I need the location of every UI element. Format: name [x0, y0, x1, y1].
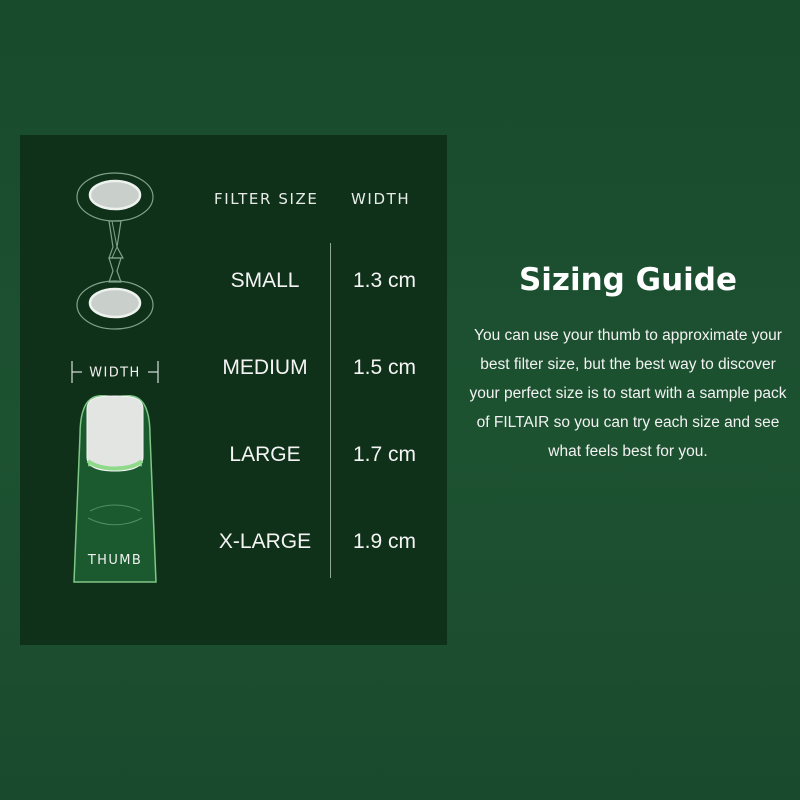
column-divider [330, 243, 331, 578]
filter-pair-icon [77, 173, 153, 329]
thumb-label: THUMB [87, 553, 143, 568]
width-label: WIDTH [89, 365, 141, 381]
filter-size-header: FILTER SIZE [214, 190, 319, 208]
width-large: 1.7 cm [353, 443, 417, 466]
size-medium: MEDIUM [222, 356, 308, 379]
width-header: WIDTH [351, 190, 411, 208]
size-large: LARGE [229, 443, 301, 466]
size-small: SMALL [230, 269, 300, 292]
filter-thumb-illustration [20, 135, 210, 645]
thumb-icon [74, 396, 156, 582]
sizing-guide-description: You can use your thumb to approximate your best filter size, but the best way to discover your perfect size is to start with a sample pack of FILTAIR so you can try each size and see what feels best for you. [469, 327, 787, 460]
width-x-large: 1.9 cm [353, 530, 417, 553]
sizing-guide-title: Sizing Guide [518, 262, 738, 298]
sizing-table-panel [20, 135, 447, 645]
size-x-large: X-LARGE [218, 530, 312, 553]
width-medium: 1.5 cm [353, 356, 417, 379]
width-measure-icon [72, 361, 158, 383]
width-small: 1.3 cm [353, 269, 417, 292]
